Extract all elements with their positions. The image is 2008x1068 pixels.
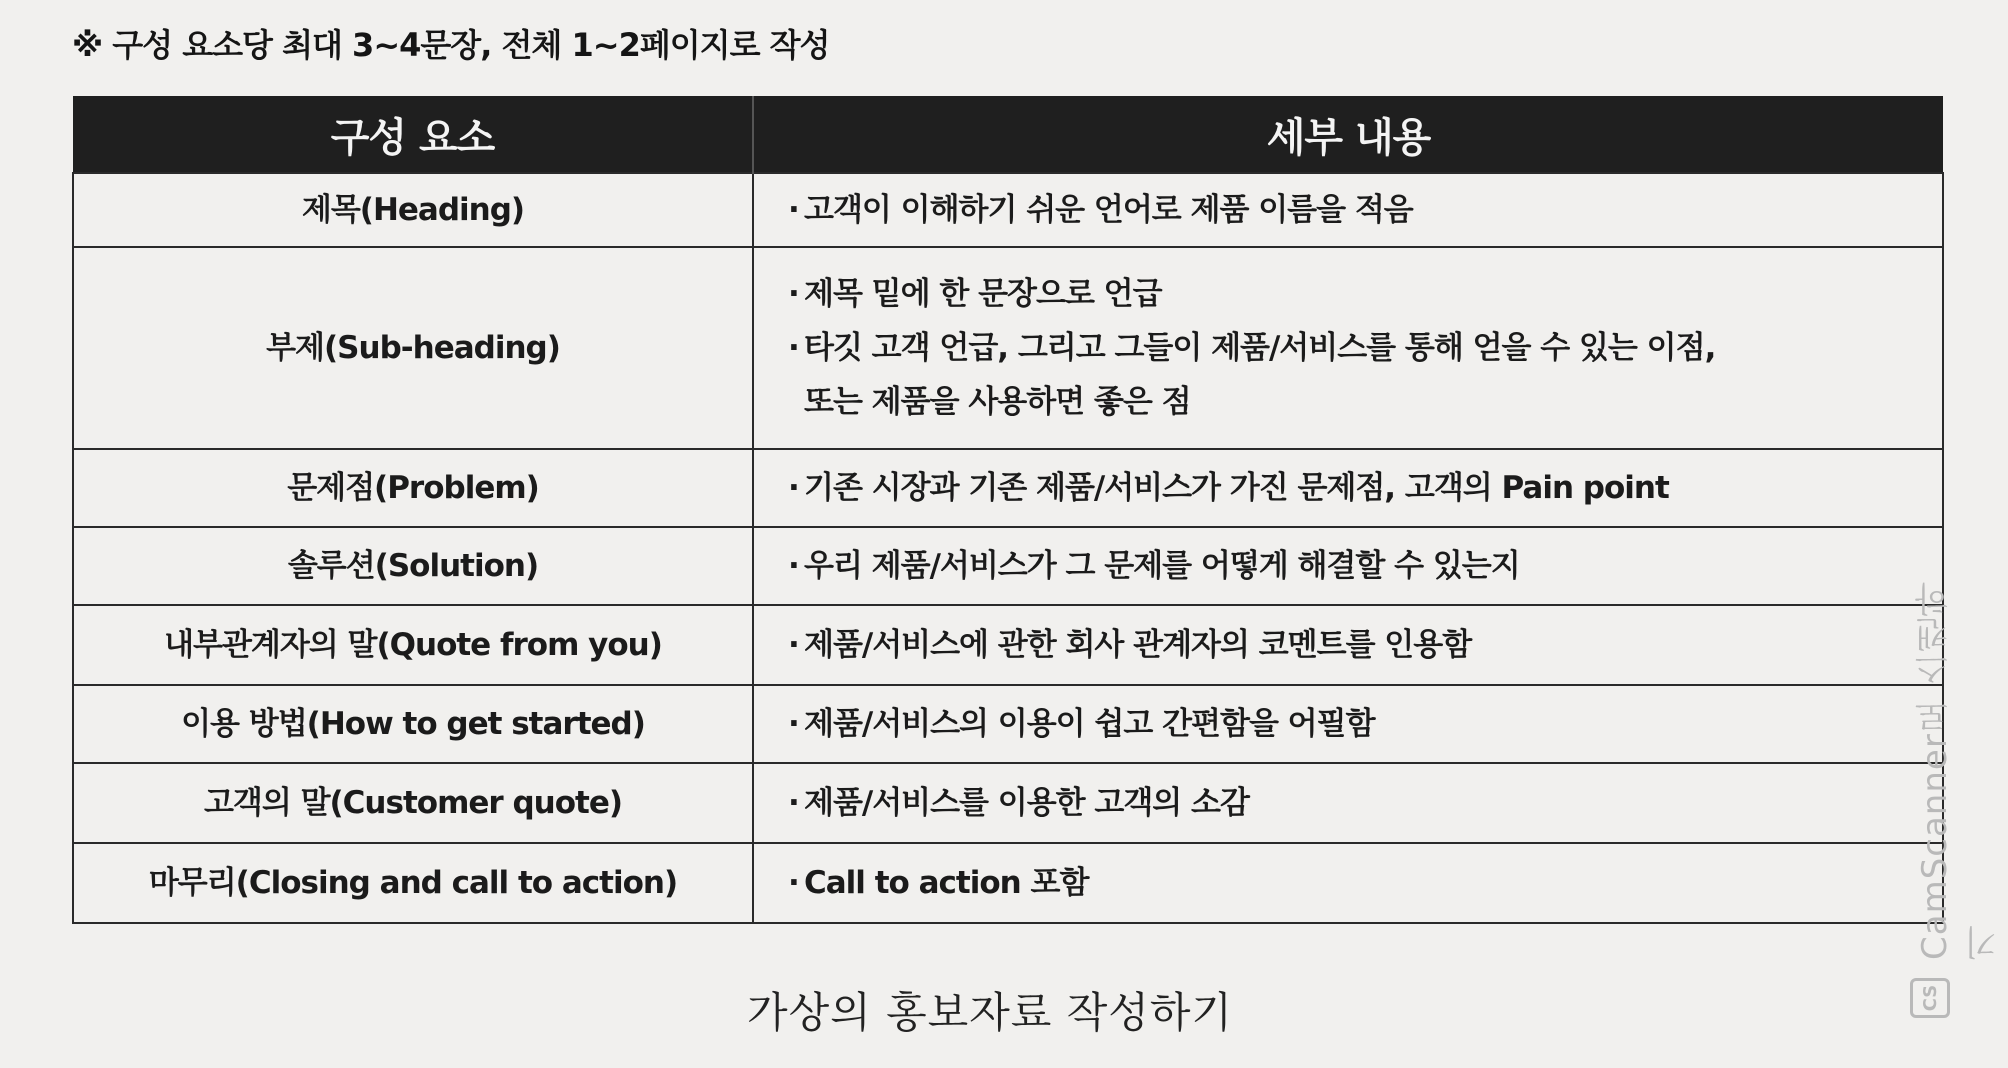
detail-cell bbox=[753, 247, 1943, 449]
detail-line bbox=[788, 267, 1942, 321]
bullet-mark: · bbox=[788, 627, 799, 663]
component-cell: 솔루션(Solution) bbox=[73, 527, 753, 605]
table-row bbox=[73, 247, 1943, 449]
detail-cell bbox=[753, 763, 1943, 843]
component-cell: 부제(Sub-heading) bbox=[73, 247, 753, 449]
detail-cell bbox=[753, 449, 1943, 527]
component-cell: 내부관계자의 말(Quote from you) bbox=[73, 605, 753, 685]
detail-cell bbox=[753, 173, 1943, 247]
detail-cell bbox=[753, 605, 1943, 685]
table-row bbox=[73, 527, 1943, 605]
component-cell: 고객의 말(Customer quote) bbox=[73, 763, 753, 843]
bullet-mark: · bbox=[788, 470, 799, 506]
detail-cell bbox=[753, 527, 1943, 605]
bullet-mark: · bbox=[788, 785, 799, 821]
scanner-watermark bbox=[1900, 560, 2004, 1030]
component-cell: 마무리(Closing and call to action) bbox=[73, 843, 753, 923]
detail-text: 제품/서비스를 이용한 고객의 소감 bbox=[804, 785, 1249, 821]
detail-line bbox=[788, 618, 1942, 672]
header-component: 구성 요소 bbox=[73, 96, 753, 173]
detail-line bbox=[788, 539, 1942, 593]
component-cell: 문제점(Problem) bbox=[73, 449, 753, 527]
bullet-mark: · bbox=[788, 330, 799, 366]
detail-text: 우리 제품/서비스가 그 문제를 어떻게 해결할 수 있는지 bbox=[804, 548, 1520, 584]
detail-text: 또는 제품을 사용하면 좋은 점 bbox=[804, 384, 1191, 420]
detail-line bbox=[788, 856, 1942, 910]
detail-text: 제목 밑에 한 문장으로 언급 bbox=[804, 276, 1162, 312]
detail-cell bbox=[753, 843, 1943, 923]
component-cell: 이용 방법(How to get started) bbox=[73, 685, 753, 763]
table-header-row bbox=[73, 96, 1943, 173]
table-row bbox=[73, 605, 1943, 685]
watermark-text: CamScanner로 스캔하기 bbox=[1915, 581, 2004, 960]
instruction-note: ※ 구성 요소당 최대 3~4문장, 전체 1~2페이지로 작성 bbox=[72, 26, 830, 64]
detail-line bbox=[788, 321, 1942, 375]
table-row bbox=[73, 763, 1943, 843]
press-release-components-table bbox=[72, 96, 1942, 924]
table-row bbox=[73, 843, 1943, 923]
detail-line bbox=[788, 461, 1942, 515]
table-row bbox=[73, 685, 1943, 763]
detail-text: 제품/서비스의 이용이 쉽고 간편함을 어필함 bbox=[804, 706, 1375, 742]
header-details: 세부 내용 bbox=[753, 96, 1943, 173]
detail-text: 제품/서비스에 관한 회사 관계자의 코멘트를 인용함 bbox=[804, 627, 1472, 663]
camscanner-logo-icon: CS bbox=[1910, 978, 1950, 1018]
detail-line bbox=[788, 697, 1942, 751]
bullet-mark: · bbox=[788, 548, 799, 584]
bullet-mark: · bbox=[788, 276, 799, 312]
detail-text: 타깃 고객 언급, 그리고 그들이 제품/서비스를 통해 얻을 수 있는 이점, bbox=[804, 330, 1716, 366]
bullet-mark: · bbox=[788, 706, 799, 742]
detail-text: 고객이 이해하기 쉬운 언어로 제품 이름을 적음 bbox=[804, 192, 1413, 228]
table-row bbox=[73, 449, 1943, 527]
bullet-mark: · bbox=[788, 192, 799, 228]
detail-line-continued bbox=[788, 375, 1942, 429]
detail-line bbox=[788, 776, 1942, 830]
component-cell: 제목(Heading) bbox=[73, 173, 753, 247]
detail-cell bbox=[753, 685, 1943, 763]
bullet-mark: · bbox=[788, 865, 799, 901]
table-row bbox=[73, 173, 1943, 247]
detail-text: Call to action 포함 bbox=[804, 865, 1089, 901]
figure-caption: 가상의 홍보자료 작성하기 bbox=[747, 988, 1233, 1037]
detail-text: 기존 시장과 기존 제품/서비스가 가진 문제점, 고객의 Pain point bbox=[804, 470, 1669, 506]
detail-line bbox=[788, 183, 1942, 237]
